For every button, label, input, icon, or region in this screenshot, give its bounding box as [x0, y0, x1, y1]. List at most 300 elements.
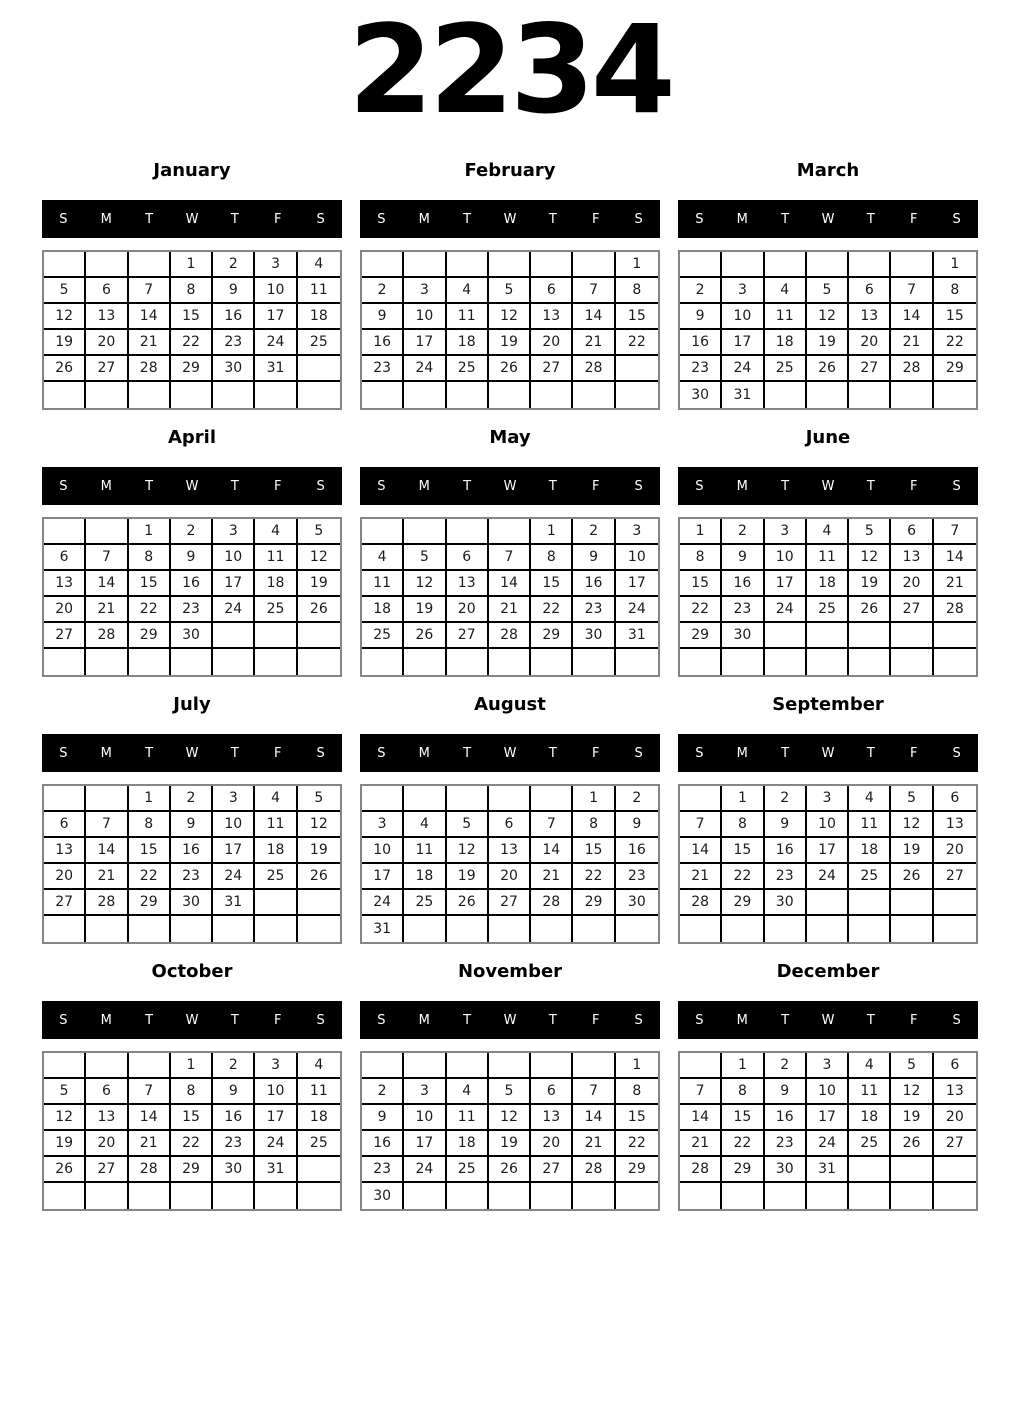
day-cell: 5: [489, 1079, 531, 1105]
day-cell: [489, 252, 531, 278]
day-cell: [489, 1053, 531, 1079]
day-cell: 7: [573, 1079, 615, 1105]
day-cell: 29: [722, 890, 764, 916]
day-cell: 16: [722, 571, 764, 597]
day-cell: 21: [489, 597, 531, 623]
day-cell: 31: [362, 916, 404, 942]
day-cell: 29: [171, 1157, 213, 1183]
day-cell: 19: [298, 838, 340, 864]
day-cell: 20: [891, 571, 933, 597]
day-cell: 8: [171, 1079, 213, 1105]
day-cell: 9: [765, 812, 807, 838]
day-cell: [531, 916, 573, 942]
day-cell: [934, 1157, 976, 1183]
day-cell: [489, 916, 531, 942]
day-cell: 30: [171, 623, 213, 649]
day-cell: 17: [213, 571, 255, 597]
day-cell: 3: [722, 278, 764, 304]
day-cell: 18: [807, 571, 849, 597]
month-day-grid: [360, 784, 660, 944]
day-cell: 12: [849, 545, 891, 571]
day-cell: 27: [934, 1131, 976, 1157]
day-cell: 15: [129, 838, 171, 864]
day-cell: 22: [171, 1131, 213, 1157]
day-cell: 15: [573, 838, 615, 864]
weekday-label: F: [909, 1012, 918, 1028]
day-cell: 11: [362, 571, 404, 597]
day-cell: 28: [934, 597, 976, 623]
day-cell: 17: [722, 330, 764, 356]
day-cell: [404, 519, 446, 545]
day-cell: [298, 1183, 340, 1209]
weekday-label: S: [377, 745, 386, 761]
day-cell: 21: [680, 1131, 722, 1157]
day-cell: 11: [807, 545, 849, 571]
day-cell: [447, 1053, 489, 1079]
day-cell: 20: [44, 597, 86, 623]
weekday-label: S: [695, 478, 704, 494]
day-cell: 20: [489, 864, 531, 890]
weekday-label: T: [463, 478, 472, 494]
day-cell: [573, 252, 615, 278]
day-cell: [362, 649, 404, 675]
day-cell: 5: [891, 1053, 933, 1079]
day-cell: 28: [86, 623, 128, 649]
day-cell: 19: [891, 838, 933, 864]
day-cell: 21: [129, 330, 171, 356]
weekday-label: T: [548, 211, 557, 227]
weekday-label: W: [503, 211, 517, 227]
day-cell: 31: [255, 1157, 297, 1183]
day-cell: 9: [213, 1079, 255, 1105]
weekday-label: M: [736, 745, 748, 761]
day-cell: 10: [255, 1079, 297, 1105]
day-cell: 26: [298, 864, 340, 890]
day-cell: [86, 1053, 128, 1079]
day-cell: 12: [44, 304, 86, 330]
day-cell: 23: [362, 1157, 404, 1183]
day-cell: 26: [489, 356, 531, 382]
day-cell: 30: [765, 1157, 807, 1183]
weekday-label: M: [418, 1012, 430, 1028]
day-cell: 18: [447, 330, 489, 356]
day-cell: [722, 916, 764, 942]
month-name: July: [173, 694, 211, 715]
day-cell: 27: [86, 356, 128, 382]
day-cell: 2: [573, 519, 615, 545]
day-cell: [765, 916, 807, 942]
weekday-label: T: [463, 1012, 472, 1028]
day-cell: 21: [680, 864, 722, 890]
day-cell: [573, 1053, 615, 1079]
day-cell: 5: [447, 812, 489, 838]
day-cell: 19: [807, 330, 849, 356]
day-cell: 3: [404, 1079, 446, 1105]
month-name: August: [474, 694, 546, 715]
day-cell: 4: [807, 519, 849, 545]
day-cell: [573, 916, 615, 942]
day-cell: [298, 890, 340, 916]
day-cell: 8: [171, 278, 213, 304]
day-cell: 23: [171, 597, 213, 623]
day-cell: [531, 382, 573, 408]
day-cell: [362, 252, 404, 278]
day-cell: [680, 916, 722, 942]
day-cell: 19: [489, 1131, 531, 1157]
day-cell: 27: [447, 623, 489, 649]
day-cell: [298, 382, 340, 408]
day-cell: 15: [129, 571, 171, 597]
day-cell: 27: [86, 1157, 128, 1183]
day-cell: 10: [807, 812, 849, 838]
day-cell: 11: [298, 1079, 340, 1105]
day-cell: 7: [934, 519, 976, 545]
day-cell: 7: [86, 545, 128, 571]
month-day-grid: [42, 250, 342, 410]
day-cell: 10: [255, 278, 297, 304]
weekday-label: T: [548, 745, 557, 761]
weekday-label: F: [909, 745, 918, 761]
day-cell: 3: [213, 786, 255, 812]
month-day-grid: [360, 1051, 660, 1211]
weekday-label: S: [695, 745, 704, 761]
day-cell: 21: [573, 1131, 615, 1157]
months-grid: [0, 161, 1020, 1211]
day-cell: [129, 252, 171, 278]
day-cell: 26: [404, 623, 446, 649]
weekday-label: M: [418, 478, 430, 494]
day-cell: 31: [255, 356, 297, 382]
weekday-label: W: [821, 211, 835, 227]
day-cell: 15: [171, 1105, 213, 1131]
day-cell: [255, 1183, 297, 1209]
day-cell: 8: [616, 278, 658, 304]
day-cell: 13: [934, 1079, 976, 1105]
day-cell: 29: [722, 1157, 764, 1183]
weekday-label: M: [736, 211, 748, 227]
day-cell: [298, 356, 340, 382]
weekday-label: S: [377, 211, 386, 227]
day-cell: 30: [573, 623, 615, 649]
day-cell: 26: [807, 356, 849, 382]
day-cell: 14: [573, 1105, 615, 1131]
month-name: March: [796, 160, 860, 181]
day-cell: [891, 382, 933, 408]
day-cell: 11: [255, 812, 297, 838]
weekday-label: T: [145, 745, 154, 761]
day-cell: 26: [849, 597, 891, 623]
day-cell: [213, 649, 255, 675]
day-cell: [849, 649, 891, 675]
weekday-header: [42, 200, 342, 238]
day-cell: 12: [447, 838, 489, 864]
day-cell: [447, 1183, 489, 1209]
day-cell: [849, 382, 891, 408]
day-cell: 7: [891, 278, 933, 304]
day-cell: 11: [255, 545, 297, 571]
year-title: 2234: [348, 0, 672, 141]
day-cell: [404, 1183, 446, 1209]
day-cell: 13: [849, 304, 891, 330]
weekday-label: S: [634, 478, 643, 494]
day-cell: 17: [213, 838, 255, 864]
day-cell: 2: [722, 519, 764, 545]
day-cell: 19: [298, 571, 340, 597]
day-cell: 17: [765, 571, 807, 597]
weekday-label: S: [634, 745, 643, 761]
weekday-label: W: [503, 478, 517, 494]
day-cell: 23: [722, 597, 764, 623]
day-cell: [489, 519, 531, 545]
day-cell: 3: [404, 278, 446, 304]
day-cell: 9: [362, 304, 404, 330]
day-cell: 1: [129, 786, 171, 812]
day-cell: 17: [616, 571, 658, 597]
day-cell: 26: [44, 1157, 86, 1183]
day-cell: 1: [722, 1053, 764, 1079]
weekday-label: S: [634, 1012, 643, 1028]
day-cell: 13: [86, 1105, 128, 1131]
month-block: [678, 695, 978, 944]
day-cell: 26: [891, 864, 933, 890]
weekday-label: T: [463, 745, 472, 761]
day-cell: 24: [255, 1131, 297, 1157]
day-cell: 2: [362, 1079, 404, 1105]
day-cell: 1: [616, 252, 658, 278]
weekday-header: [42, 734, 342, 772]
month-name: February: [464, 160, 556, 181]
day-cell: [891, 1157, 933, 1183]
day-cell: 30: [765, 890, 807, 916]
day-cell: 6: [934, 1053, 976, 1079]
day-cell: 12: [891, 812, 933, 838]
day-cell: 21: [531, 864, 573, 890]
weekday-label: F: [273, 745, 282, 761]
day-cell: [616, 382, 658, 408]
day-cell: [489, 649, 531, 675]
weekday-label: M: [100, 1012, 112, 1028]
day-cell: 10: [616, 545, 658, 571]
day-cell: 31: [722, 382, 764, 408]
day-cell: 17: [404, 330, 446, 356]
day-cell: 26: [489, 1157, 531, 1183]
month-day-grid: [42, 1051, 342, 1211]
day-cell: 6: [447, 545, 489, 571]
weekday-header: [678, 734, 978, 772]
day-cell: 9: [765, 1079, 807, 1105]
day-cell: 16: [171, 571, 213, 597]
day-cell: [129, 649, 171, 675]
day-cell: [86, 1183, 128, 1209]
day-cell: [447, 916, 489, 942]
day-cell: 30: [616, 890, 658, 916]
weekday-label: M: [418, 745, 430, 761]
day-cell: 30: [213, 356, 255, 382]
day-cell: 11: [298, 278, 340, 304]
day-cell: 9: [362, 1105, 404, 1131]
day-cell: 27: [531, 356, 573, 382]
day-cell: 22: [934, 330, 976, 356]
day-cell: 22: [616, 330, 658, 356]
day-cell: 24: [213, 864, 255, 890]
weekday-label: F: [591, 745, 600, 761]
day-cell: [447, 519, 489, 545]
day-cell: [298, 916, 340, 942]
day-cell: [447, 382, 489, 408]
day-cell: 20: [447, 597, 489, 623]
day-cell: [680, 252, 722, 278]
day-cell: 20: [849, 330, 891, 356]
day-cell: 5: [44, 1079, 86, 1105]
day-cell: 4: [298, 1053, 340, 1079]
day-cell: [404, 382, 446, 408]
day-cell: [489, 1183, 531, 1209]
day-cell: 10: [404, 1105, 446, 1131]
day-cell: 18: [447, 1131, 489, 1157]
weekday-label: S: [634, 211, 643, 227]
day-cell: 30: [213, 1157, 255, 1183]
day-cell: 12: [298, 545, 340, 571]
day-cell: 16: [213, 1105, 255, 1131]
day-cell: 24: [807, 864, 849, 890]
day-cell: [86, 786, 128, 812]
month-block: [360, 161, 660, 410]
day-cell: 22: [616, 1131, 658, 1157]
day-cell: 4: [447, 278, 489, 304]
day-cell: [489, 786, 531, 812]
weekday-label: F: [591, 478, 600, 494]
day-cell: 25: [404, 890, 446, 916]
day-cell: 15: [616, 1105, 658, 1131]
day-cell: [171, 382, 213, 408]
weekday-label: T: [866, 211, 875, 227]
day-cell: 19: [849, 571, 891, 597]
day-cell: [891, 623, 933, 649]
day-cell: 14: [129, 1105, 171, 1131]
day-cell: 3: [255, 252, 297, 278]
day-cell: 20: [44, 864, 86, 890]
day-cell: 13: [891, 545, 933, 571]
day-cell: [807, 890, 849, 916]
day-cell: [573, 382, 615, 408]
day-cell: 26: [298, 597, 340, 623]
day-cell: 6: [849, 278, 891, 304]
day-cell: 28: [680, 1157, 722, 1183]
day-cell: [171, 649, 213, 675]
day-cell: [531, 1183, 573, 1209]
month-name: January: [153, 160, 231, 181]
day-cell: 23: [171, 864, 213, 890]
day-cell: [722, 252, 764, 278]
weekday-label: W: [185, 211, 199, 227]
day-cell: 1: [129, 519, 171, 545]
day-cell: 25: [447, 1157, 489, 1183]
day-cell: 10: [213, 545, 255, 571]
day-cell: 1: [680, 519, 722, 545]
weekday-label: W: [185, 478, 199, 494]
weekday-label: T: [463, 211, 472, 227]
weekday-label: W: [821, 745, 835, 761]
day-cell: [765, 252, 807, 278]
weekday-label: T: [781, 211, 790, 227]
weekday-label: M: [100, 211, 112, 227]
day-cell: 25: [849, 864, 891, 890]
weekday-header: [42, 467, 342, 505]
weekday-label: T: [145, 478, 154, 494]
day-cell: [531, 649, 573, 675]
day-cell: [765, 382, 807, 408]
month-day-grid: [42, 784, 342, 944]
weekday-label: W: [185, 1012, 199, 1028]
day-cell: 25: [298, 330, 340, 356]
weekday-label: M: [736, 478, 748, 494]
day-cell: [765, 649, 807, 675]
day-cell: 24: [765, 597, 807, 623]
weekday-label: M: [736, 1012, 748, 1028]
day-cell: 4: [447, 1079, 489, 1105]
day-cell: 18: [404, 864, 446, 890]
day-cell: [934, 623, 976, 649]
day-cell: 26: [44, 356, 86, 382]
month-block: [42, 428, 342, 677]
day-cell: 12: [891, 1079, 933, 1105]
day-cell: [298, 1157, 340, 1183]
day-cell: 3: [807, 786, 849, 812]
day-cell: [934, 382, 976, 408]
day-cell: 19: [44, 1131, 86, 1157]
day-cell: 14: [129, 304, 171, 330]
day-cell: [531, 252, 573, 278]
day-cell: 25: [765, 356, 807, 382]
day-cell: 1: [573, 786, 615, 812]
day-cell: 2: [171, 786, 213, 812]
day-cell: 3: [362, 812, 404, 838]
day-cell: [404, 786, 446, 812]
day-cell: [362, 382, 404, 408]
day-cell: 30: [171, 890, 213, 916]
month-block: [42, 695, 342, 944]
day-cell: 8: [722, 1079, 764, 1105]
day-cell: 24: [213, 597, 255, 623]
day-cell: [934, 649, 976, 675]
day-cell: 16: [213, 304, 255, 330]
day-cell: 16: [573, 571, 615, 597]
day-cell: 22: [722, 864, 764, 890]
weekday-header: [360, 200, 660, 238]
day-cell: 8: [129, 812, 171, 838]
weekday-label: S: [316, 745, 325, 761]
weekday-label: F: [909, 478, 918, 494]
day-cell: [86, 382, 128, 408]
day-cell: [44, 786, 86, 812]
month-day-grid: [360, 517, 660, 677]
day-cell: 28: [573, 1157, 615, 1183]
day-cell: 11: [765, 304, 807, 330]
month-day-grid: [678, 1051, 978, 1211]
weekday-label: W: [503, 745, 517, 761]
day-cell: 27: [44, 623, 86, 649]
month-name: June: [805, 427, 851, 448]
day-cell: [86, 252, 128, 278]
day-cell: 8: [722, 812, 764, 838]
day-cell: 14: [680, 1105, 722, 1131]
day-cell: 2: [213, 252, 255, 278]
month-block: [678, 161, 978, 410]
weekday-label: S: [952, 1012, 961, 1028]
day-cell: [171, 1183, 213, 1209]
day-cell: 25: [849, 1131, 891, 1157]
day-cell: [298, 649, 340, 675]
